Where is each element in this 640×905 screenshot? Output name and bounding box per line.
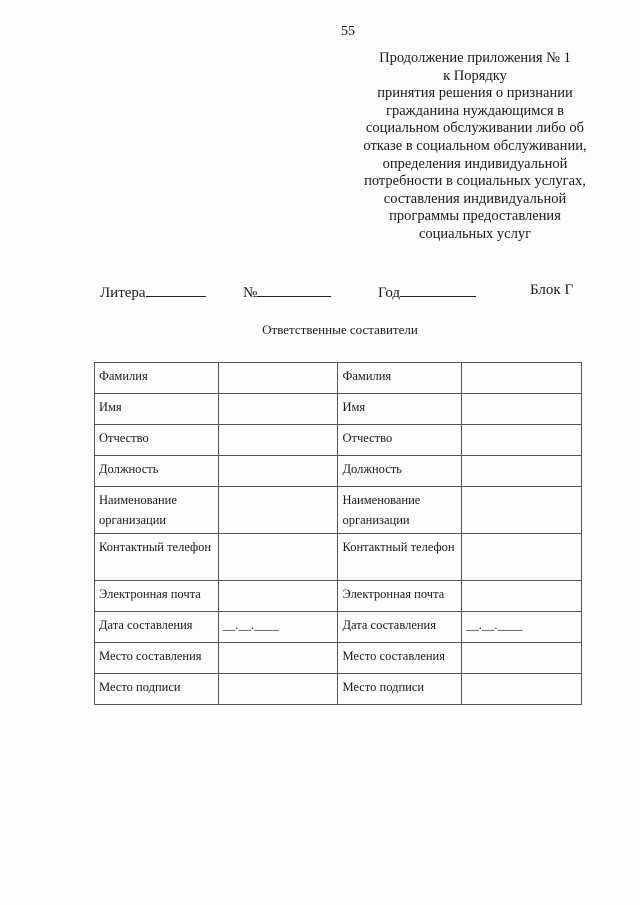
- table-row: [95, 581, 582, 612]
- value-cell[interactable]: [218, 394, 338, 425]
- table-row: [95, 612, 582, 643]
- label-cell: Место подписи: [95, 674, 219, 705]
- label-cell: Наименование организации: [338, 487, 462, 534]
- header-line: социальных услуг: [418, 225, 532, 242]
- table-row: [95, 534, 582, 581]
- value-cell[interactable]: [218, 425, 338, 456]
- value-cell[interactable]: [462, 674, 582, 705]
- value-cell[interactable]: [218, 534, 338, 581]
- document-meta-row: [100, 282, 590, 302]
- appendix-header: [350, 50, 600, 244]
- litera-label: Литера: [100, 285, 146, 301]
- section-title: Ответственные составители: [262, 322, 418, 337]
- value-cell[interactable]: [218, 581, 338, 612]
- label-cell: Дата составления: [95, 612, 219, 643]
- value-cell[interactable]: [462, 487, 582, 534]
- label-cell: Дата составления: [338, 612, 462, 643]
- table-row: [95, 394, 582, 425]
- label-cell: Контактный телефон: [95, 534, 219, 581]
- header-line: социальном обслуживании либо об: [365, 120, 585, 137]
- number-blank[interactable]: [257, 282, 331, 297]
- label-cell: Наименование организации: [95, 487, 219, 534]
- label-cell: Должность: [95, 456, 219, 487]
- litera-field[interactable]: [100, 282, 206, 302]
- responsible-compilers-table: [94, 362, 582, 705]
- label-cell: Отчество: [95, 425, 219, 456]
- table-row: [95, 674, 582, 705]
- date-value-cell[interactable]: __.__.____: [462, 612, 582, 643]
- block-label: Блок Г: [530, 282, 574, 298]
- header-line: программы предоставления: [389, 208, 561, 225]
- value-cell[interactable]: [462, 363, 582, 394]
- value-cell[interactable]: [462, 581, 582, 612]
- year-label: Год: [378, 285, 401, 301]
- year-field[interactable]: [378, 282, 476, 302]
- date-value-cell[interactable]: __.__.____: [218, 612, 338, 643]
- value-cell[interactable]: [462, 534, 582, 581]
- table-row: [95, 363, 582, 394]
- header-line: определения индивидуальной: [382, 155, 568, 172]
- table-row: [95, 643, 582, 674]
- value-cell[interactable]: [218, 487, 338, 534]
- label-cell: Электронная почта: [338, 581, 462, 612]
- table-row: [95, 425, 582, 456]
- label-cell: Контактный телефон: [338, 534, 462, 581]
- header-line: к Порядку: [443, 67, 507, 84]
- label-cell: Место составления: [95, 643, 219, 674]
- value-cell[interactable]: [462, 394, 582, 425]
- year-blank[interactable]: [400, 282, 476, 297]
- table-row: [95, 456, 582, 487]
- value-cell[interactable]: [218, 643, 338, 674]
- label-cell: Электронная почта: [95, 581, 219, 612]
- header-line: принятия решения о признании: [377, 85, 573, 102]
- value-cell[interactable]: [218, 363, 338, 394]
- value-cell[interactable]: [462, 425, 582, 456]
- value-cell[interactable]: [462, 643, 582, 674]
- value-cell[interactable]: [218, 456, 338, 487]
- label-cell: Имя: [95, 394, 219, 425]
- header-line: гражданина нуждающимся в: [386, 102, 564, 119]
- label-cell: Должность: [338, 456, 462, 487]
- page-number: 55: [341, 24, 355, 39]
- number-label: №: [243, 285, 258, 301]
- value-cell[interactable]: [218, 674, 338, 705]
- header-line: составления индивидуальной: [383, 190, 567, 207]
- header-line: потребности в социальных услугах,: [364, 173, 586, 190]
- label-cell: Место составления: [338, 643, 462, 674]
- label-cell: Место подписи: [338, 674, 462, 705]
- header-line: отказе в социальном обслуживании,: [363, 137, 587, 154]
- label-cell: Фамилия: [95, 363, 219, 394]
- value-cell[interactable]: [462, 456, 582, 487]
- label-cell: Имя: [338, 394, 462, 425]
- litera-blank[interactable]: [146, 282, 206, 297]
- number-field[interactable]: [243, 282, 331, 302]
- label-cell: Отчество: [338, 425, 462, 456]
- header-line: Продолжение приложения № 1: [379, 50, 571, 66]
- label-cell: Фамилия: [338, 363, 462, 394]
- table-row: [95, 487, 582, 534]
